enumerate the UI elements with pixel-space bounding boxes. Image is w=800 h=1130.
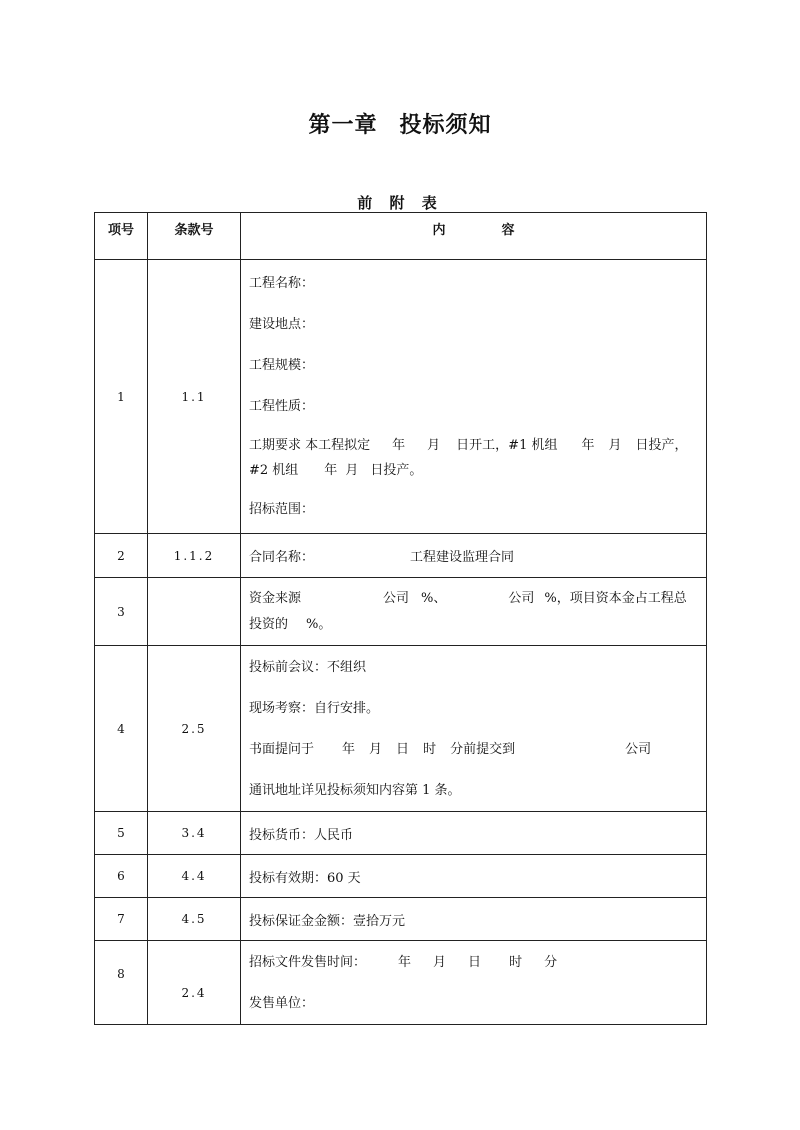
row-clause: 2.5: [148, 646, 241, 812]
row-number: 6: [95, 855, 148, 898]
table-row: [95, 646, 707, 812]
scope-label: 招标范围：: [249, 502, 315, 517]
row-clause: 4.5: [148, 898, 241, 941]
duration-text: 工期要求 本工程拟定 年 月 日开工，#1 机组 年 月 日投产， #2 机组 年 月 日投产。: [249, 438, 688, 478]
chapter-title: [0, 108, 800, 139]
chapter-name: 投标须知: [399, 113, 492, 138]
chapter-number: 第一章: [308, 113, 378, 138]
pre-bid-meeting: 投标前会议：不组织: [249, 659, 367, 675]
sale-time: 招标文件发售时间： 年 月 日 时 分: [249, 954, 558, 970]
row-clause: [148, 578, 241, 646]
row-content: [241, 260, 707, 534]
row-clause: 2.4: [148, 941, 241, 1025]
header-row: [95, 213, 707, 260]
header-content: 内 容: [241, 213, 707, 260]
table-row: [95, 534, 707, 578]
row-number: 3: [95, 578, 148, 646]
row-number: 4: [95, 646, 148, 812]
table-row: [95, 855, 707, 898]
row-number: 8: [95, 941, 148, 1025]
bid-currency: 投标货币：人民币: [241, 812, 707, 855]
table-row: [95, 260, 707, 534]
nature-label: 工程性质：: [249, 399, 315, 414]
row-number: 2: [95, 534, 148, 578]
table-row: [95, 812, 707, 855]
table-row: [95, 578, 707, 646]
row-clause: 1.1: [148, 260, 241, 534]
row-content: [241, 941, 707, 1025]
appendix-table: [94, 212, 707, 1025]
sale-unit: 发售单位：: [249, 995, 315, 1011]
row-number: 1: [95, 260, 148, 534]
bid-validity: 投标有效期：60 天: [241, 855, 707, 898]
table-row: [95, 941, 707, 1025]
row-content: [241, 578, 707, 646]
scale-label: 工程规模：: [249, 358, 315, 373]
contract-name-label: 合同名称：: [249, 550, 315, 565]
header-clause-no: 条款号: [148, 213, 241, 260]
written-question: 书面提问于 年 月 日 时 分前提交到 公司: [249, 741, 652, 757]
row-content: [241, 534, 707, 578]
row-content: [241, 646, 707, 812]
location-label: 建设地点：: [249, 317, 315, 332]
row-number: 7: [95, 898, 148, 941]
table-row: [95, 898, 707, 941]
contract-name-value: 工程建设监理合同: [410, 550, 515, 565]
site-survey: 现场考察：自行安排。: [249, 700, 380, 716]
project-name-label: 工程名称：: [249, 276, 315, 291]
header-item-no: 项号: [95, 213, 148, 260]
bid-bond: 投标保证金金额：壹拾万元: [241, 898, 707, 941]
fund-source-text: 资金来源 公司 %、 公司 %，项目资本金占工程总 投资的 %。: [249, 590, 687, 632]
row-clause: 1.1.2: [148, 534, 241, 578]
address-note: 通讯地址详见投标须知内容第 1 条。: [249, 782, 461, 798]
row-number: 5: [95, 812, 148, 855]
row-clause: 4.4: [148, 855, 241, 898]
table-caption: 前 附 表: [357, 194, 443, 212]
row-clause: 3.4: [148, 812, 241, 855]
